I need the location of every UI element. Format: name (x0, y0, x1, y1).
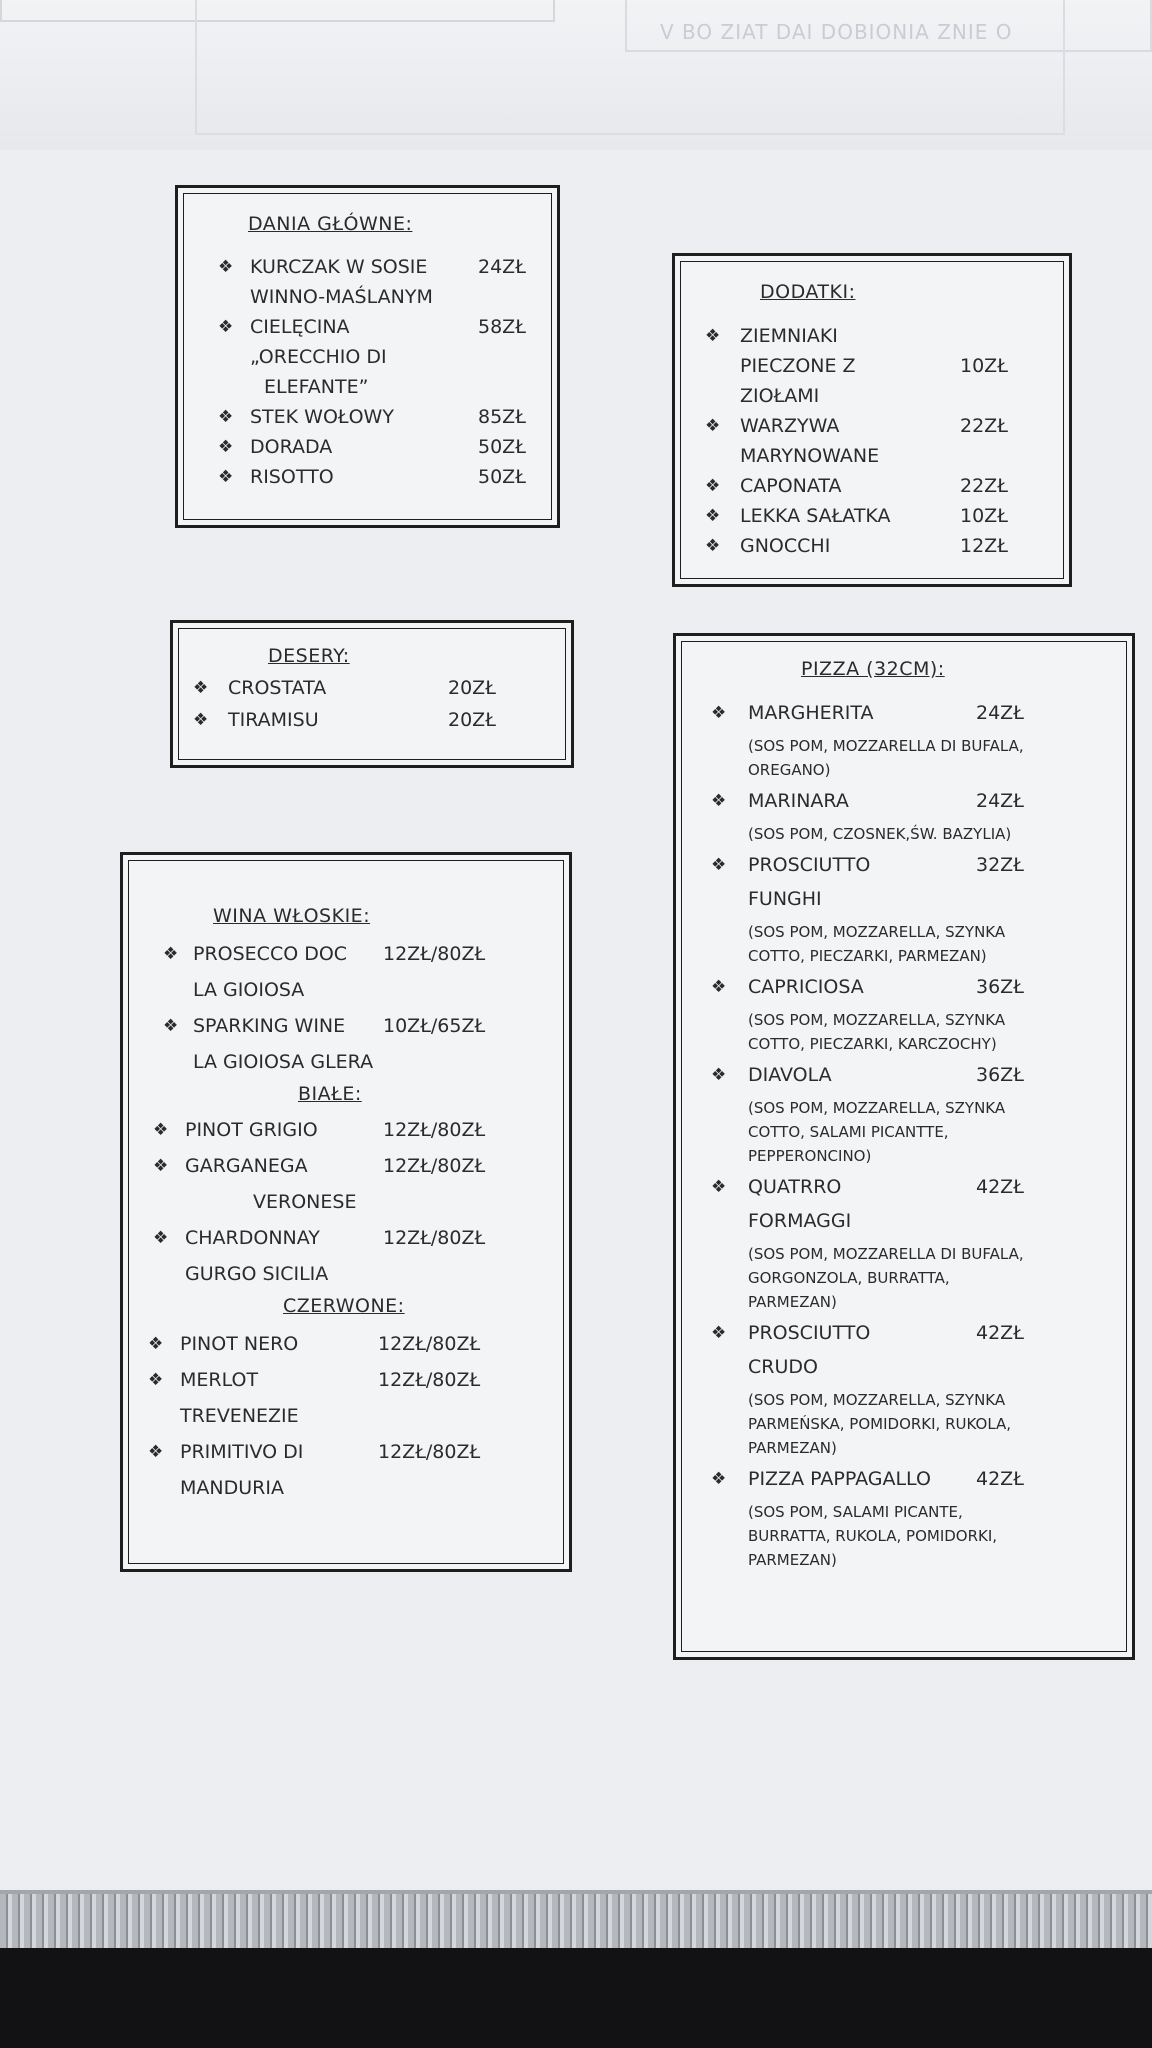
item-name: PIZZA PAPPAGALLO (748, 1468, 931, 1490)
item-name: MARINARA (748, 790, 849, 812)
bullet-icon: ❖ (711, 855, 727, 875)
bullet-icon: ❖ (711, 1177, 727, 1197)
bullet-icon: ❖ (163, 944, 179, 964)
item-price: 36ZŁ (976, 976, 1024, 998)
item-description: PARMEŃSKA, POMIDORKI, RUKOLA, (748, 1415, 1012, 1433)
item-name: CAPONATA (740, 475, 842, 497)
item-description: PARMEZAN) (748, 1551, 837, 1569)
subsection-title-czerwone: CZERWONE: (283, 1295, 405, 1317)
bullet-icon: ❖ (218, 257, 234, 277)
item-description: GORGONZOLA, BURRATTA, (748, 1269, 950, 1287)
item-price: 12ZŁ/80ZŁ (378, 1369, 481, 1391)
item-name: LA GIOIOSA GLERA (193, 1051, 374, 1073)
pizza-section (673, 633, 1135, 1660)
item-price: 50ZŁ (478, 466, 526, 488)
item-price: 12ZŁ (960, 535, 1008, 557)
item-name: FUNGHI (748, 888, 822, 910)
item-name: WARZYWA (740, 415, 840, 437)
item-price: 58ZŁ (478, 316, 526, 338)
item-name: PROSCIUTTO (748, 854, 871, 876)
item-name: ZIEMNIAKI (740, 325, 838, 347)
item-name: GARGANEGA (185, 1155, 308, 1177)
section-title: DODATKI: (760, 281, 856, 303)
dodatki-section (672, 253, 1072, 587)
item-price: 85ZŁ (478, 406, 526, 428)
item-name: PINOT NERO (180, 1333, 299, 1355)
bullet-icon: ❖ (163, 1016, 179, 1036)
item-name: CROSTATA (228, 677, 327, 699)
bullet-icon: ❖ (218, 407, 234, 427)
item-name: MARYNOWANE (740, 445, 880, 467)
item-name: PINOT GRIGIO (185, 1119, 318, 1141)
table-surface (0, 1948, 1152, 2048)
item-name: QUATRRO (748, 1176, 842, 1198)
item-name: ELEFANTE” (264, 376, 369, 398)
item-description: (SOS POM, CZOSNEK,ŚW. BAZYLIA) (748, 825, 1012, 843)
bullet-icon: ❖ (153, 1120, 169, 1140)
item-description: (SOS POM, MOZZARELLA, SZYNKA (748, 923, 1006, 941)
item-description: PEPPERONCINO) (748, 1147, 872, 1165)
bullet-icon: ❖ (148, 1334, 164, 1354)
item-price: 42ZŁ (976, 1176, 1024, 1198)
bullet-icon: ❖ (711, 1323, 727, 1343)
subsection-title-biale: BIAŁE: (298, 1083, 362, 1105)
item-description: COTTO, PIECZARKI, PARMEZAN) (748, 947, 987, 965)
item-name: FORMAGGI (748, 1210, 852, 1232)
item-price: 24ZŁ (478, 256, 526, 278)
item-price: 50ZŁ (478, 436, 526, 458)
item-name: PIECZONE Z (740, 355, 856, 377)
bullet-icon: ❖ (711, 703, 727, 723)
item-description: (SOS POM, SALAMI PICANTE, (748, 1503, 963, 1521)
upper-page (0, 0, 1152, 150)
section-title: DANIA GŁÓWNE: (248, 213, 413, 235)
item-price: 12ZŁ/80ZŁ (383, 943, 486, 965)
spiral-binding (0, 1890, 1152, 1948)
item-price: 24ZŁ (976, 702, 1024, 724)
item-name: DORADA (250, 436, 333, 458)
item-name: PRIMITIVO DI (180, 1441, 304, 1463)
bullet-icon: ❖ (153, 1228, 169, 1248)
item-description: (SOS POM, MOZZARELLA DI BUFALA, (748, 737, 1024, 755)
item-description: PARMEZAN) (748, 1293, 837, 1311)
item-description: COTTO, PIECZARKI, KARCZOCHY) (748, 1035, 997, 1053)
bullet-icon: ❖ (705, 326, 721, 346)
item-description: (SOS POM, MOZZARELLA, SZYNKA (748, 1099, 1006, 1117)
bullet-icon: ❖ (193, 710, 209, 730)
item-name: WINNO-MAŚLANYM (250, 286, 433, 308)
item-price: 42ZŁ (976, 1468, 1024, 1490)
item-price: 22ZŁ (960, 415, 1008, 437)
item-price: 12ZŁ/80ZŁ (383, 1119, 486, 1141)
item-name: STEK WOŁOWY (250, 406, 394, 428)
bullet-icon: ❖ (218, 437, 234, 457)
bullet-icon: ❖ (705, 506, 721, 526)
item-name: CAPRICIOSA (748, 976, 864, 998)
item-name: CHARDONNAY (185, 1227, 320, 1249)
wina-wloskie-section (120, 852, 572, 1572)
bullet-icon: ❖ (705, 476, 721, 496)
item-name: ZIOŁAMI (740, 385, 820, 407)
bullet-icon: ❖ (153, 1156, 169, 1176)
bullet-icon: ❖ (218, 467, 234, 487)
item-description: BURRATTA, RUKOLA, POMIDORKI, (748, 1527, 998, 1545)
item-price: 32ZŁ (976, 854, 1024, 876)
bullet-icon: ❖ (711, 1065, 727, 1085)
item-price: 24ZŁ (976, 790, 1024, 812)
item-name: PROSECCO DOC (193, 943, 348, 965)
bullet-icon: ❖ (711, 977, 727, 997)
faded-header-text: V BO ZIAT DAI DOBIONIA ZNIE O (660, 20, 1013, 44)
item-name: TIRAMISU (228, 709, 319, 731)
desery-section (170, 620, 574, 768)
item-description: COTTO, SALAMI PICANTTE, (748, 1123, 949, 1141)
item-name: CIELĘCINA (250, 316, 350, 338)
item-name: KURCZAK W SOSIE (250, 256, 428, 278)
item-name: „ORECCHIO DI (250, 346, 387, 368)
item-price: 22ZŁ (960, 475, 1008, 497)
item-description: PARMEZAN) (748, 1439, 837, 1457)
item-description: (SOS POM, MOZZARELLA, SZYNKA (748, 1011, 1006, 1029)
dania-glowne-section (175, 185, 560, 528)
bullet-icon: ❖ (148, 1370, 164, 1390)
item-name: MARGHERITA (748, 702, 874, 724)
bullet-icon: ❖ (711, 1469, 727, 1489)
item-price: 42ZŁ (976, 1322, 1024, 1344)
item-price: 12ZŁ/80ZŁ (383, 1227, 486, 1249)
item-price: 20ZŁ (448, 709, 496, 731)
section-title: WINA WŁOSKIE: (213, 905, 371, 927)
item-price: 12ZŁ/80ZŁ (378, 1441, 481, 1463)
item-price: 10ZŁ (960, 355, 1008, 377)
item-name: LEKKA SAŁATKA (740, 505, 891, 527)
bullet-icon: ❖ (193, 678, 209, 698)
item-name: SPARKING WINE (193, 1015, 346, 1037)
bullet-icon: ❖ (711, 791, 727, 811)
bullet-icon: ❖ (705, 536, 721, 556)
item-name: LA GIOIOSA (193, 979, 305, 1001)
bullet-icon: ❖ (148, 1442, 164, 1462)
item-description: (SOS POM, MOZZARELLA, SZYNKA (748, 1391, 1006, 1409)
item-price: 12ZŁ/80ZŁ (383, 1155, 486, 1177)
item-price: 10ZŁ (960, 505, 1008, 527)
item-name: PROSCIUTTO (748, 1322, 871, 1344)
section-title: DESERY: (268, 645, 350, 667)
item-name: DIAVOLA (748, 1064, 832, 1086)
section-title: PIZZA (32CM): (801, 658, 945, 680)
bullet-icon: ❖ (705, 416, 721, 436)
item-description: (SOS POM, MOZZARELLA DI BUFALA, (748, 1245, 1024, 1263)
item-name: CRUDO (748, 1356, 818, 1378)
item-description: OREGANO) (748, 761, 831, 779)
item-price: 12ZŁ/80ZŁ (378, 1333, 481, 1355)
item-name: RISOTTO (250, 466, 334, 488)
item-price: 20ZŁ (448, 677, 496, 699)
item-price: 36ZŁ (976, 1064, 1024, 1086)
bullet-icon: ❖ (218, 317, 234, 337)
item-name: GURGO SICILIA (185, 1263, 329, 1285)
item-name: MERLOT (180, 1369, 259, 1391)
item-name: MANDURIA (180, 1477, 284, 1499)
item-price: 10ZŁ/65ZŁ (383, 1015, 486, 1037)
item-name: GNOCCHI (740, 535, 831, 557)
item-name: VERONESE (253, 1191, 357, 1213)
item-name: TREVENEZIE (180, 1405, 299, 1427)
